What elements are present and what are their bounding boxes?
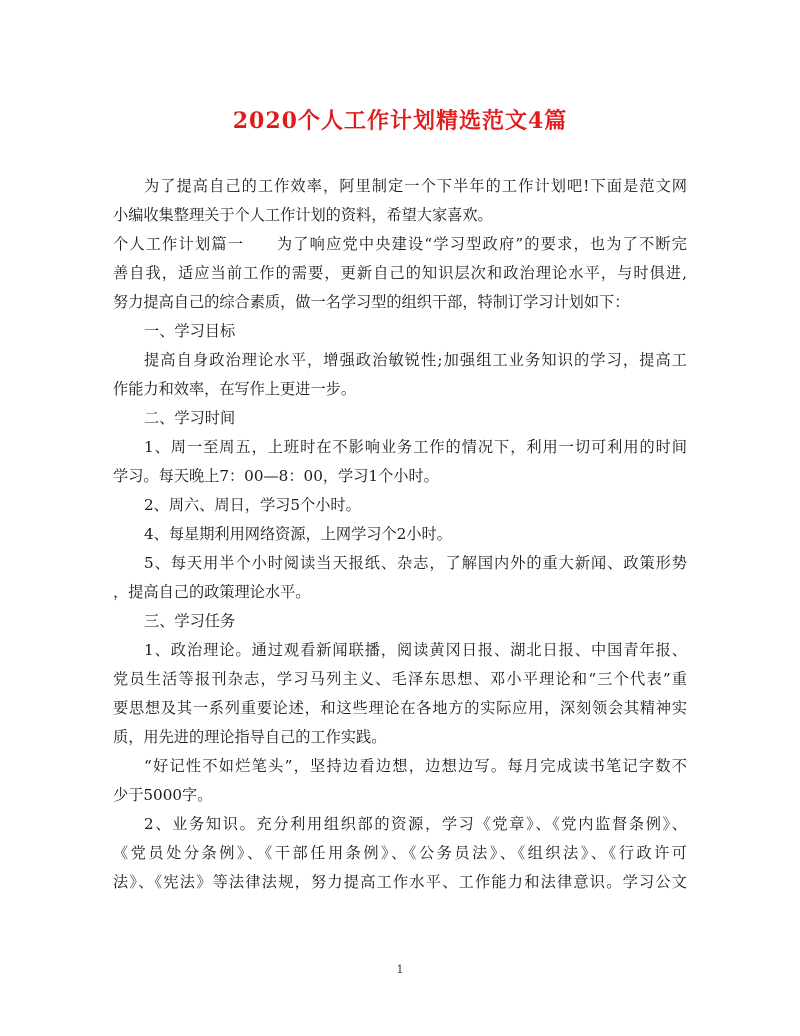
text-line: 少于5000字。 [113, 786, 213, 804]
text-line: 学习。每天晚上7：00—8：00，学习1个小时。 [113, 467, 439, 485]
text-line: 党员生活等报刊杂志，学习马列主义、毛泽东思想、邓小平理论和“三个代表”重 [113, 670, 687, 688]
text-line: “好记性不如烂笔头”，坚持边看边想，边想边写。每月完成读书笔记字数不 [144, 757, 687, 775]
text-line: ，提高自己的政策理论水平。 [113, 583, 311, 601]
text-line: 努力提高自己的综合素质，做一名学习型的组织干部，特制订学习计划如下： [113, 293, 630, 311]
text-line: 法》、《宪法》等法律法规，努力提高工作水平、工作能力和法律意识。学习公文 [113, 873, 687, 891]
document-title: 2020个人工作计划精选范文4篇 [232, 108, 568, 134]
text-line: 5、每天用半个小时阅读当天报纸、杂志，了解国内外的重大新闻、政策形势 [144, 554, 687, 572]
text-line: 2、业务知识。充分利用组织部的资源，学习《党章》、《党内监督条例》、 [144, 815, 687, 833]
text-line: 1、政治理论。通过观看新闻联播，阅读黄冈日报、湖北日报、中国青年报、 [144, 641, 687, 659]
text-line: 二、学习时间 [144, 409, 236, 427]
text-line: 个人工作计划篇一 为了响应党中央建设“学习型政府”的要求，也为了不断完 [113, 235, 687, 253]
text-line: 一、学习目标 [144, 322, 236, 340]
text-line: 《党员处分条例》、《干部任用条例》、《公务员法》、《组织法》、《行政许可 [113, 844, 687, 862]
text-line: 1、周一至周五，上班时在不影响业务工作的情况下，利用一切可利用的时间 [144, 438, 687, 456]
text-line: 2、周六、周日，学习5个小时。 [144, 496, 361, 514]
text-line: 善自我，适应当前工作的需要，更新自己的知识层次和政治理论水平，与时俱进, [113, 264, 687, 282]
text-line: 要思想及其一系列重要论述，和这些理论在各地方的实际应用，深刻领会其精神实 [113, 699, 687, 717]
text-line: 4、每星期利用网络资源，上网学习个2小时。 [144, 525, 452, 543]
text-line: 提高自身政治理论水平，增强政治敏锐性;加强组工业务知识的学习，提高工 [144, 351, 687, 369]
text-line: 小编收集整理关于个人工作计划的资料，希望大家喜欢。 [113, 206, 493, 224]
document-body [113, 172, 687, 897]
text-line: 三、学习任务 [144, 612, 236, 630]
text-line: 质，用先进的理论指导自己的工作实践。 [113, 728, 387, 746]
text-line: 作能力和效率，在写作上更进一步。 [113, 380, 356, 398]
text-line: 为了提高自己的工作效率，阿里制定一个下半年的工作计划吧!下面是范文网 [144, 177, 687, 195]
page-number: 1 [396, 963, 404, 976]
